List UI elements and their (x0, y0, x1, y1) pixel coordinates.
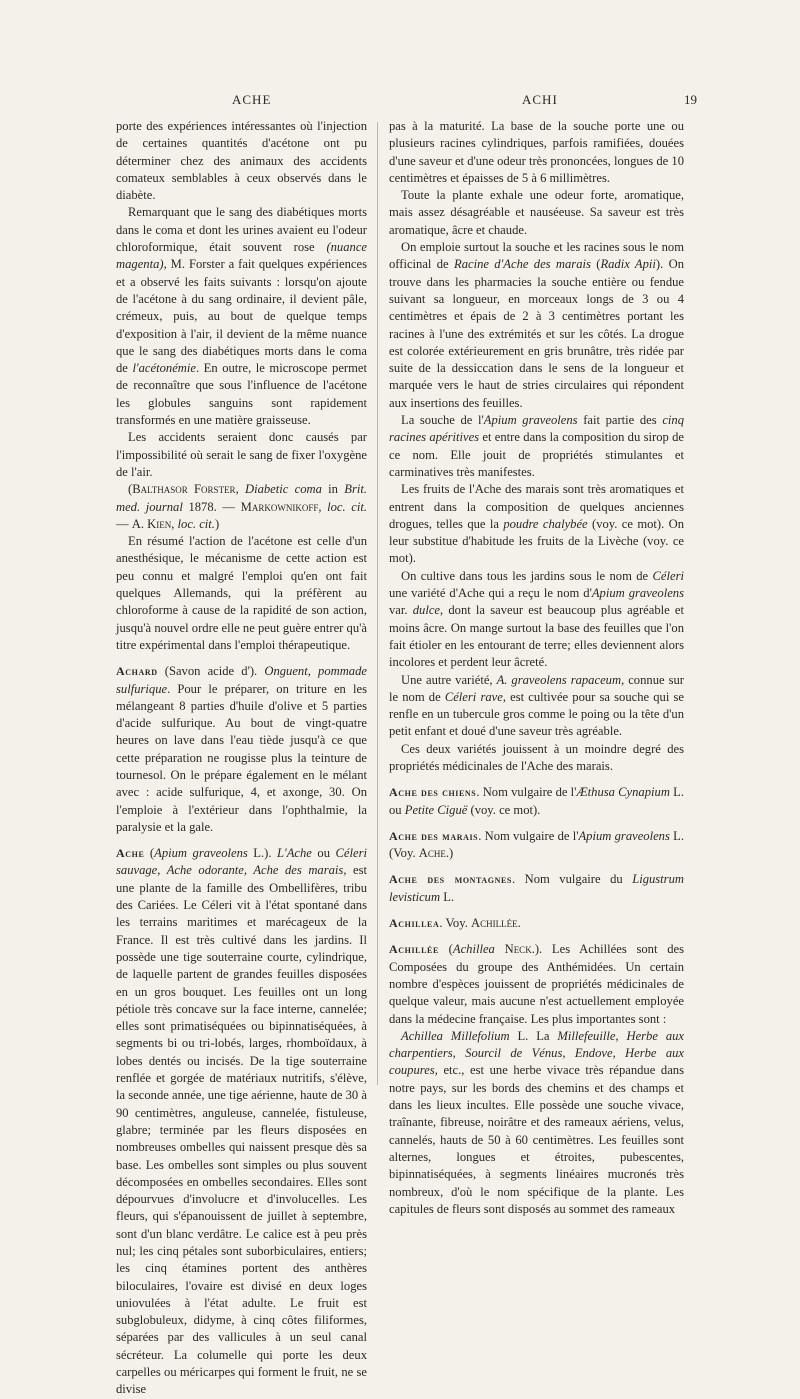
paragraph: On emploie surtout la souche et les racines sous le nom officinal de Racine d'Ache des marais (Radix Apii). On trouve dans les pharmacies la souche entière ou fendue suivant sa longueur, en morceaux longs de 3 ou 4 centimètres et épais de 2 à 3 centimètres portant les racines à l'une des extrémités et sur les côtés. La drogue est colorée extérieurement en gris brunâtre, très ridée par suite de la dessiccation dans le sens de la longueur et marquée vers le haut de stries circulaires qui répondent aux insertions des feuilles. (389, 240, 684, 410)
paragraph: Achillea Millefolium L. La Millefeuille, Herbe aux charpentiers, Sourcil de Vénus, Endove, Herbe aux coupures, etc., est une herbe vivace très répandue dans notre pays, sur les bords des chemins et des champs et dans les lieux incultes. Elle possède une souche vivace, traînante, fibreuse, noirâtre et des rameaux aériens, velus, cannelés, hauts de 50 à 60 centimètres. Les feuilles sont alternes, longues et étroites, pubescentes, bipinnatiséquées, à segments linéaires mucronés très nombreux, d'où le nom spécifique de la plante. Les capitules de fleurs sont disposés au sommet des rameaux (389, 1028, 685, 1216)
paragraph: Toute la plante exhale une odeur forte, aromatique, mais assez désagréable et nauséeuse. Sa saveur est très aromatique, âcre et chaude. (389, 188, 684, 237)
paragraph: Remarquant que le sang des diabétiques morts dans le coma et dont les urines avaient eu l'odeur chloroformique, était souvent rose (nuance magenta), M. Forster a fait quelques expériences et a observé les faits suivants : lorsqu'on ajoute de l'acétone à du sang ordinaire, il devient pâle, crémeux, puis, au bout de quelque temps d'exposition à l'air, il devient de la même nuance que le sang des diabétiques morts dans le coma de l'acétonémie. En outre, le microscope permet de reconnaître que sous l'influence de l'acétone les globules sanguins sont rapidement transformés en une matière graisseuse. (116, 205, 367, 428)
dictionary-entry: Achard (Savon acide d'). Onguent, pommade sulfurique. Pour le préparer, on triture en les mélangeant 8 parties d'huile d'olive et 5 parties d'acide sulfurique. Au bout de vingt-quatre heures on lave dans l'eau tiède jusqu'à ce que cette préparation ne rougisse plus la teinture de tournesol. On le prépare également en le mélant avec : acide sulfurique, 4, et axonge, 30. On l'emploie à l'extérieur dans l'ophthalmie, la paralysie et la gale. (116, 664, 367, 834)
dictionary-entry: Ache (Apium graveolens L.). L'Ache ou Céleri sauvage, Ache odorante, Ache des marais, est une plante de la famille des Ombellifères, tribu des Cariées. Le Céleri vit à l'état spontané dans les terrains maritimes et marécageux de la France. Il est très cultivé dans les jardins. Il possède une tige souterraine courte, cylindrique, de laquelle partent de grandes feuilles disposées en un gros bouquet. Les feuilles ont un long pétiole très concave sur la face interne, cannelée; elles sont primatiséquées ou bipinnatiséquées, à segments bi ou tri-lobés, larges, rhomboïdaux, à lobes dentés ou incisés. De la tige souterraine renflée et gorgée de matériaux nutritifs, s'élève, la seconde année, une tige aérienne, haute de 30 à 90 centimètres, anguleuse, cannelée, fistuleuse, glabre; terminée par les fleurs disposées en nombreuses ombelles qui naissent presque dès sa base. Les ombelles sont simples ou plus souvent décomposées en ombelles secondaires. Elles sont dépourvues d'involucre et d'involucelles. Les fleurs, qui s'épanouissent de juillet à septembre, sont d'un blanc verdâtre. Le calice est à peu près nul; les cinq pétales sont suborbiculaires, entiers; les cinq étamines portent des anthères biloculaires, l'ovaire est divisé en deux loges uniovulées à l'état adulte. Le fruit est subglobuleux, didyme, à cinq côtes filiformes, séparées par des vallicules à un seul canal sécréteur. La columelle qui porte les deux carpelles ou méricarpes qui forment le fruit, ne se divise (116, 846, 368, 1397)
paragraph: Ces deux variétés jouissent à un moindre degré des propriétés médicinales de l'Ache des marais. (389, 741, 684, 773)
paragraph: La souche de l'Apium graveolens fait partie des cinq racines apéritives et entre dans la composition du sirop de ce nom. Elle jouit de propriétés stimulantes et carminatives très manifestes. (389, 413, 684, 479)
paragraph: En résumé l'action de l'acétone est celle d'un anesthésique, le mécanisme de cette action est peu connu et malgré l'emploi qu'en ont fait quelques Allemands, qui la préfèrent au chloroforme à cause de la rapidité de son action, jusqu'à nouvel ordre elle ne peut guère entrer qu'à titre expérimental dans l'emploi thérapeutique. (116, 534, 367, 652)
running-head-right: ACHI (522, 92, 558, 107)
paragraph: (Balthasor Forster, Diabetic coma in Brit. med. journal 1878. — Markownikoff, loc. cit. — A. Kien, loc. cit.) (116, 482, 368, 531)
dictionary-entry: Ache des montagnes. Nom vulgaire du Ligustrum levisticum L. (389, 872, 684, 904)
dictionary-entry: Ache des chiens. Nom vulgaire de l'Æthusa Cynapium L. ou Petite Ciguë (voy. ce mot). (389, 785, 684, 817)
running-head-left: ACHE (232, 92, 272, 107)
paragraph: Une autre variété, A. graveolens rapaceum, connue sur le nom de Céleri rave, est cultivée pour sa souche qui se renfle en un tubercule gros comme le poing ou la tête d'un petit enfant et doué d'une saveur très agréable. (389, 672, 684, 739)
paragraph: porte des expériences intéressantes où l'injection de certaines quantités d'acétone ont pu déterminer chez des animaux des accidents comateux semblables à ceux observés dans le diabète. (116, 119, 367, 203)
paragraph: Les accidents seraient donc causés par l'impossibilité où serait le sang de fixer l'oxygène de l'air. (116, 430, 367, 479)
paragraph: Les fruits de l'Ache des marais sont très aromatiques et entrent dans la composition de quelques anciennes drogues, telles que la poudre chalybée (voy. ce mot). On leur substitue d'habitude les fruits de la Livèche (voy. ce mot). (389, 482, 685, 566)
left-column (116, 118, 367, 1399)
paragraph: pas à la maturité. La base de la souche porte une ou plusieurs racines cylindriques, parfois ramifiées, douées d'une saveur et d'une odeur très prononcées, longues de 10 centimètres et épaisses de 5 à 6 millimètres. (389, 119, 684, 185)
dictionary-entry: Achillea. Voy. Achillée. (389, 916, 521, 931)
page-number: 19 (684, 92, 697, 107)
running-header (0, 92, 800, 112)
column-rule (377, 122, 378, 1085)
dictionary-entry: Ache des marais. Nom vulgaire de l'Apium graveolens L. (Voy. Ache.) (389, 828, 684, 861)
paragraph: On cultive dans tous les jardins sous le nom de Céleri une variété d'Ache qui a reçu le nom d'Apium graveolens var. dulce, dont la saveur est beaucoup plus agréable et moins âcre. On mange surtout la base des feuilles que l'on fait étioler en les entourant de terre; elles deviennent alors incolores et perdent leur âcreté. (389, 568, 685, 670)
right-column (389, 118, 684, 1218)
dictionary-entry: Achillée (Achillea Neck.). Les Achillées sont des Composées du groupe des Anthémidées. Un certain nombre d'espèces jouissent de propriétés médicinales de quelque valeur, mais aucune n'est actuellement employée dans la médecine française. Les plus importantes sont : (389, 942, 684, 1026)
